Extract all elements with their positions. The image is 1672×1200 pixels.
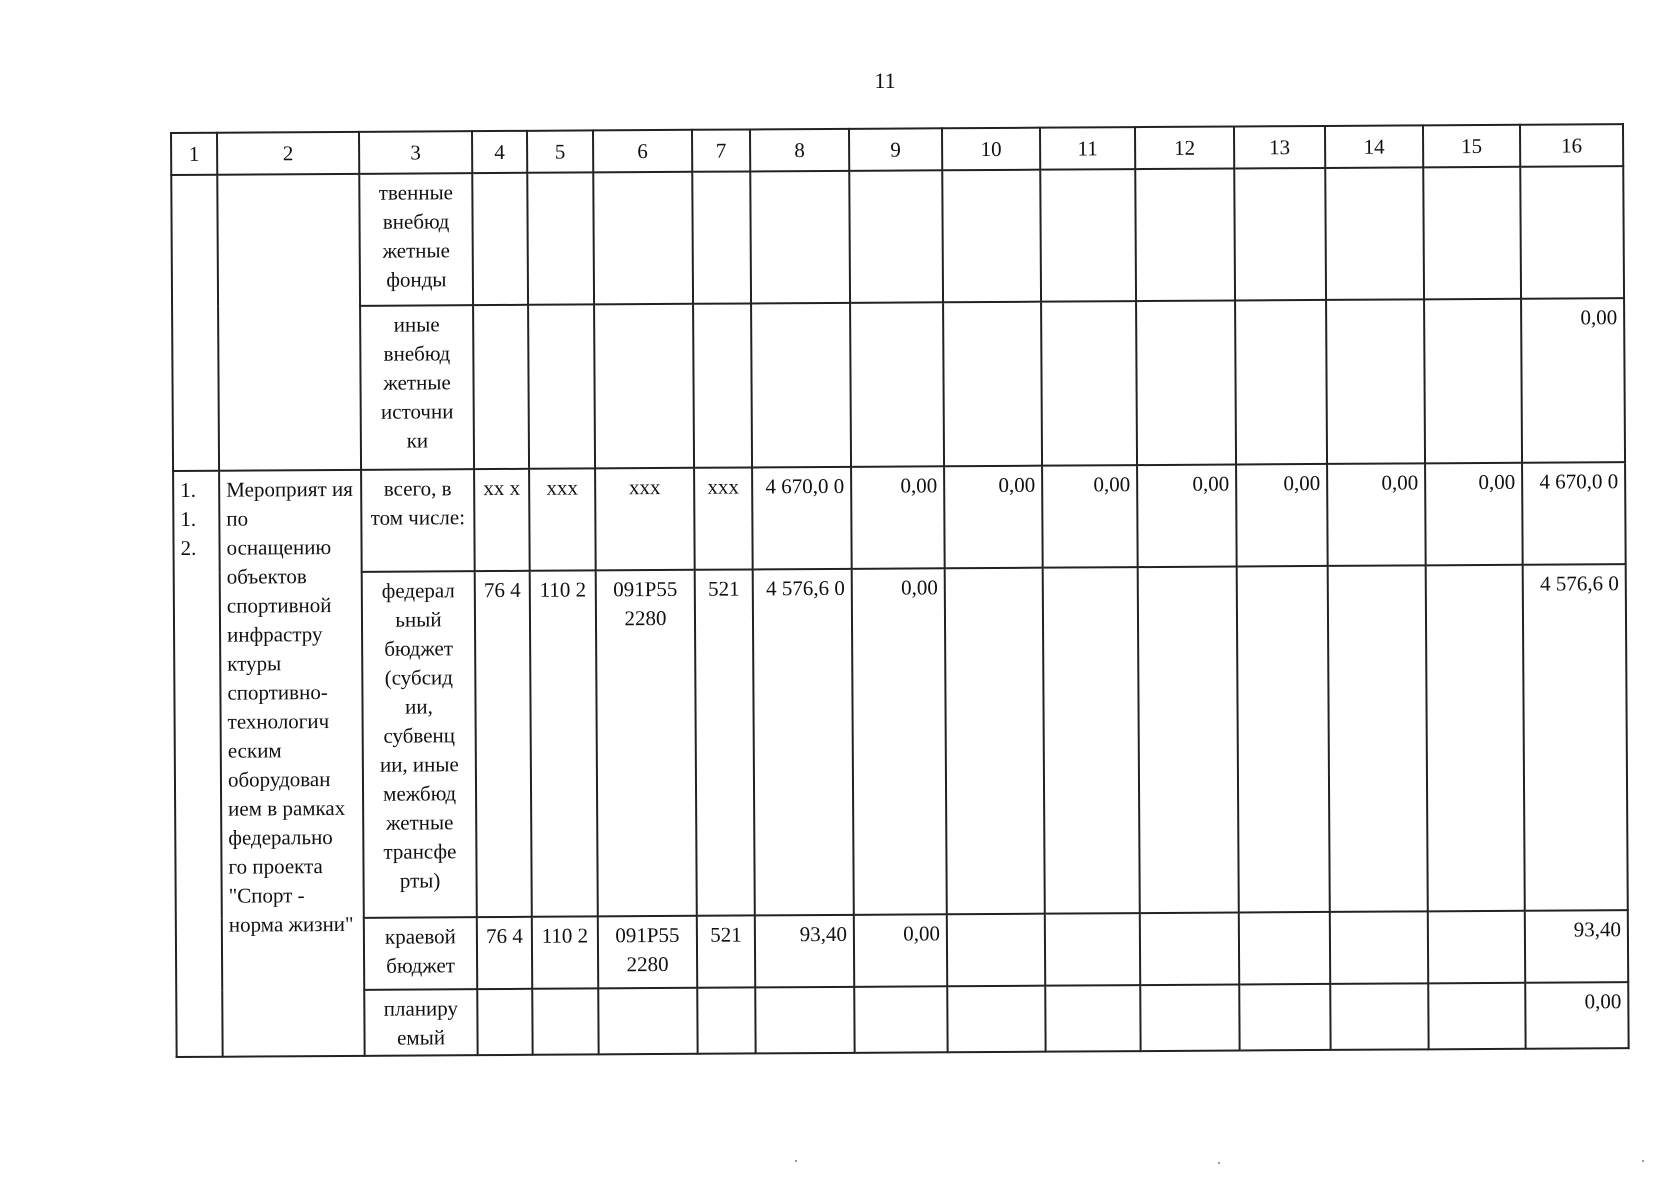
value-cell — [1426, 565, 1525, 912]
header-cell: 2 — [217, 132, 359, 175]
value-cell — [1326, 299, 1425, 464]
value-cell — [1520, 166, 1624, 299]
value-cell — [945, 568, 1045, 915]
value-cell — [1330, 911, 1428, 984]
value-cell: 4 670,0 0 — [752, 467, 852, 570]
code-cell: ххх — [529, 468, 596, 570]
value-cell — [1043, 567, 1140, 914]
value-cell — [1140, 984, 1239, 1051]
code-cell: 521 — [695, 569, 755, 915]
header-cell: 8 — [750, 129, 849, 172]
value-cell — [1040, 169, 1136, 302]
code-cell: 091Р55 2280 — [598, 916, 697, 989]
value-cell — [1235, 300, 1327, 465]
value-cell — [1237, 566, 1330, 913]
table-row — [172, 298, 1625, 471]
value-cell — [1428, 911, 1525, 984]
value-cell — [942, 170, 1041, 303]
header-cell: 10 — [942, 128, 1040, 171]
number-cell-empty — [171, 175, 219, 471]
header-cell: 9 — [849, 128, 942, 171]
value-cell — [755, 987, 854, 1054]
name-cell-empty — [217, 174, 361, 471]
page-number: 11 — [874, 68, 896, 93]
value-cell — [947, 986, 1045, 1053]
value-cell — [1041, 301, 1137, 466]
code-cell: хх х — [474, 469, 530, 571]
value-cell — [472, 173, 528, 305]
value-cell — [1428, 983, 1525, 1050]
header-cell: 1 — [171, 133, 217, 175]
value-cell — [598, 988, 697, 1055]
value-cell: 0,00 — [851, 466, 945, 569]
value-cell — [1135, 168, 1235, 301]
header-cell: 16 — [1520, 124, 1623, 167]
value-cell: 0,00 — [944, 466, 1043, 569]
code-cell: 091Р55 2280 — [596, 570, 697, 917]
table-row — [171, 166, 1624, 307]
value-cell: 0,00 — [1425, 463, 1523, 566]
header-cell: 15 — [1423, 125, 1520, 168]
value-cell — [1423, 167, 1521, 300]
table-row — [176, 982, 1628, 1057]
value-cell — [854, 986, 947, 1053]
scan-speck — [795, 1160, 797, 1162]
source-cell: краевой бюджет — [364, 917, 477, 990]
value-cell: 0,00 — [1521, 298, 1625, 463]
value-cell: 0,00 — [852, 568, 947, 915]
value-cell: 4 576,6 0 — [1523, 564, 1628, 911]
budget-table — [170, 123, 1630, 1058]
value-cell: 0,00 — [1525, 982, 1628, 1049]
table-row — [173, 462, 1626, 573]
value-cell — [593, 172, 693, 305]
item-name: Мероприят ия по оснащению объектов спортивной инфрастру ктуры спортивно- технологич еским оборудован ием в рамках федерально го проекта "Спорт - норма жизни" — [219, 470, 365, 1057]
value-cell: 4 670,0 0 — [1522, 462, 1626, 565]
header-cell: 12 — [1135, 127, 1234, 170]
header-cell: 4 — [472, 131, 527, 173]
value-cell — [1239, 984, 1330, 1051]
value-cell — [473, 305, 529, 469]
code-cell: 110 2 — [532, 916, 598, 988]
value-cell: 0,00 — [1042, 465, 1138, 568]
value-cell: 0,00 — [1137, 464, 1237, 567]
code-cell: 76 4 — [475, 571, 532, 917]
header-cell: 14 — [1325, 125, 1423, 168]
value-cell — [1045, 985, 1140, 1052]
value-cell — [528, 304, 595, 468]
value-cell — [532, 988, 598, 1054]
value-cell: 4 576,6 0 — [753, 569, 854, 916]
source-cell: иные внебюд жетные источни ки — [360, 305, 474, 470]
table-row — [176, 910, 1628, 991]
header-cell: 6 — [593, 130, 692, 173]
value-cell — [751, 303, 851, 468]
value-cell — [527, 172, 594, 304]
scan-speck — [1642, 1160, 1644, 1162]
value-cell — [692, 171, 751, 303]
value-cell: 0,00 — [1327, 463, 1426, 566]
value-cell — [947, 914, 1045, 987]
value-cell — [1136, 300, 1236, 465]
source-cell: федерал ьный бюджет (субсид ии, субвенц ии, иные межбюд жетные трансфе рты) — [362, 571, 477, 918]
value-cell — [594, 304, 694, 469]
value-cell — [697, 987, 755, 1053]
value-cell — [477, 989, 532, 1055]
value-cell — [1140, 912, 1239, 985]
value-cell: 0,00 — [854, 914, 947, 987]
header-cell: 7 — [692, 129, 750, 171]
code-cell: 110 2 — [530, 570, 598, 916]
item-number: 1. 1. 2. — [173, 471, 223, 1057]
value-cell — [1239, 912, 1330, 985]
value-cell: 93,40 — [755, 915, 854, 988]
value-cell — [1138, 566, 1239, 913]
header-cell: 3 — [359, 131, 472, 174]
value-cell — [1424, 299, 1522, 464]
header-cell: 13 — [1234, 126, 1325, 169]
value-cell — [693, 303, 752, 467]
value-cell — [1325, 167, 1424, 300]
value-cell: 0,00 — [1236, 464, 1328, 567]
code-cell: ххх — [595, 468, 695, 571]
value-cell: 93,40 — [1525, 910, 1628, 983]
value-cell — [1330, 983, 1428, 1050]
scan-speck — [1218, 1162, 1220, 1164]
header-cell: 5 — [527, 130, 593, 172]
source-cell: планиру емый — [364, 989, 477, 1056]
code-cell: 521 — [697, 915, 755, 987]
header-cell: 11 — [1040, 127, 1135, 170]
value-cell — [849, 170, 943, 303]
source-cell: твенные внебюд жетные фонды — [359, 173, 473, 306]
value-cell — [1234, 168, 1326, 301]
value-cell — [850, 302, 944, 467]
source-cell: всего, в том числе: — [361, 469, 475, 572]
value-cell — [943, 302, 1042, 467]
code-cell: ххх — [694, 467, 753, 569]
value-cell — [1045, 913, 1140, 986]
table-row — [174, 564, 1628, 919]
value-cell — [750, 171, 850, 304]
value-cell — [1328, 565, 1428, 912]
code-cell: 76 4 — [477, 917, 532, 989]
